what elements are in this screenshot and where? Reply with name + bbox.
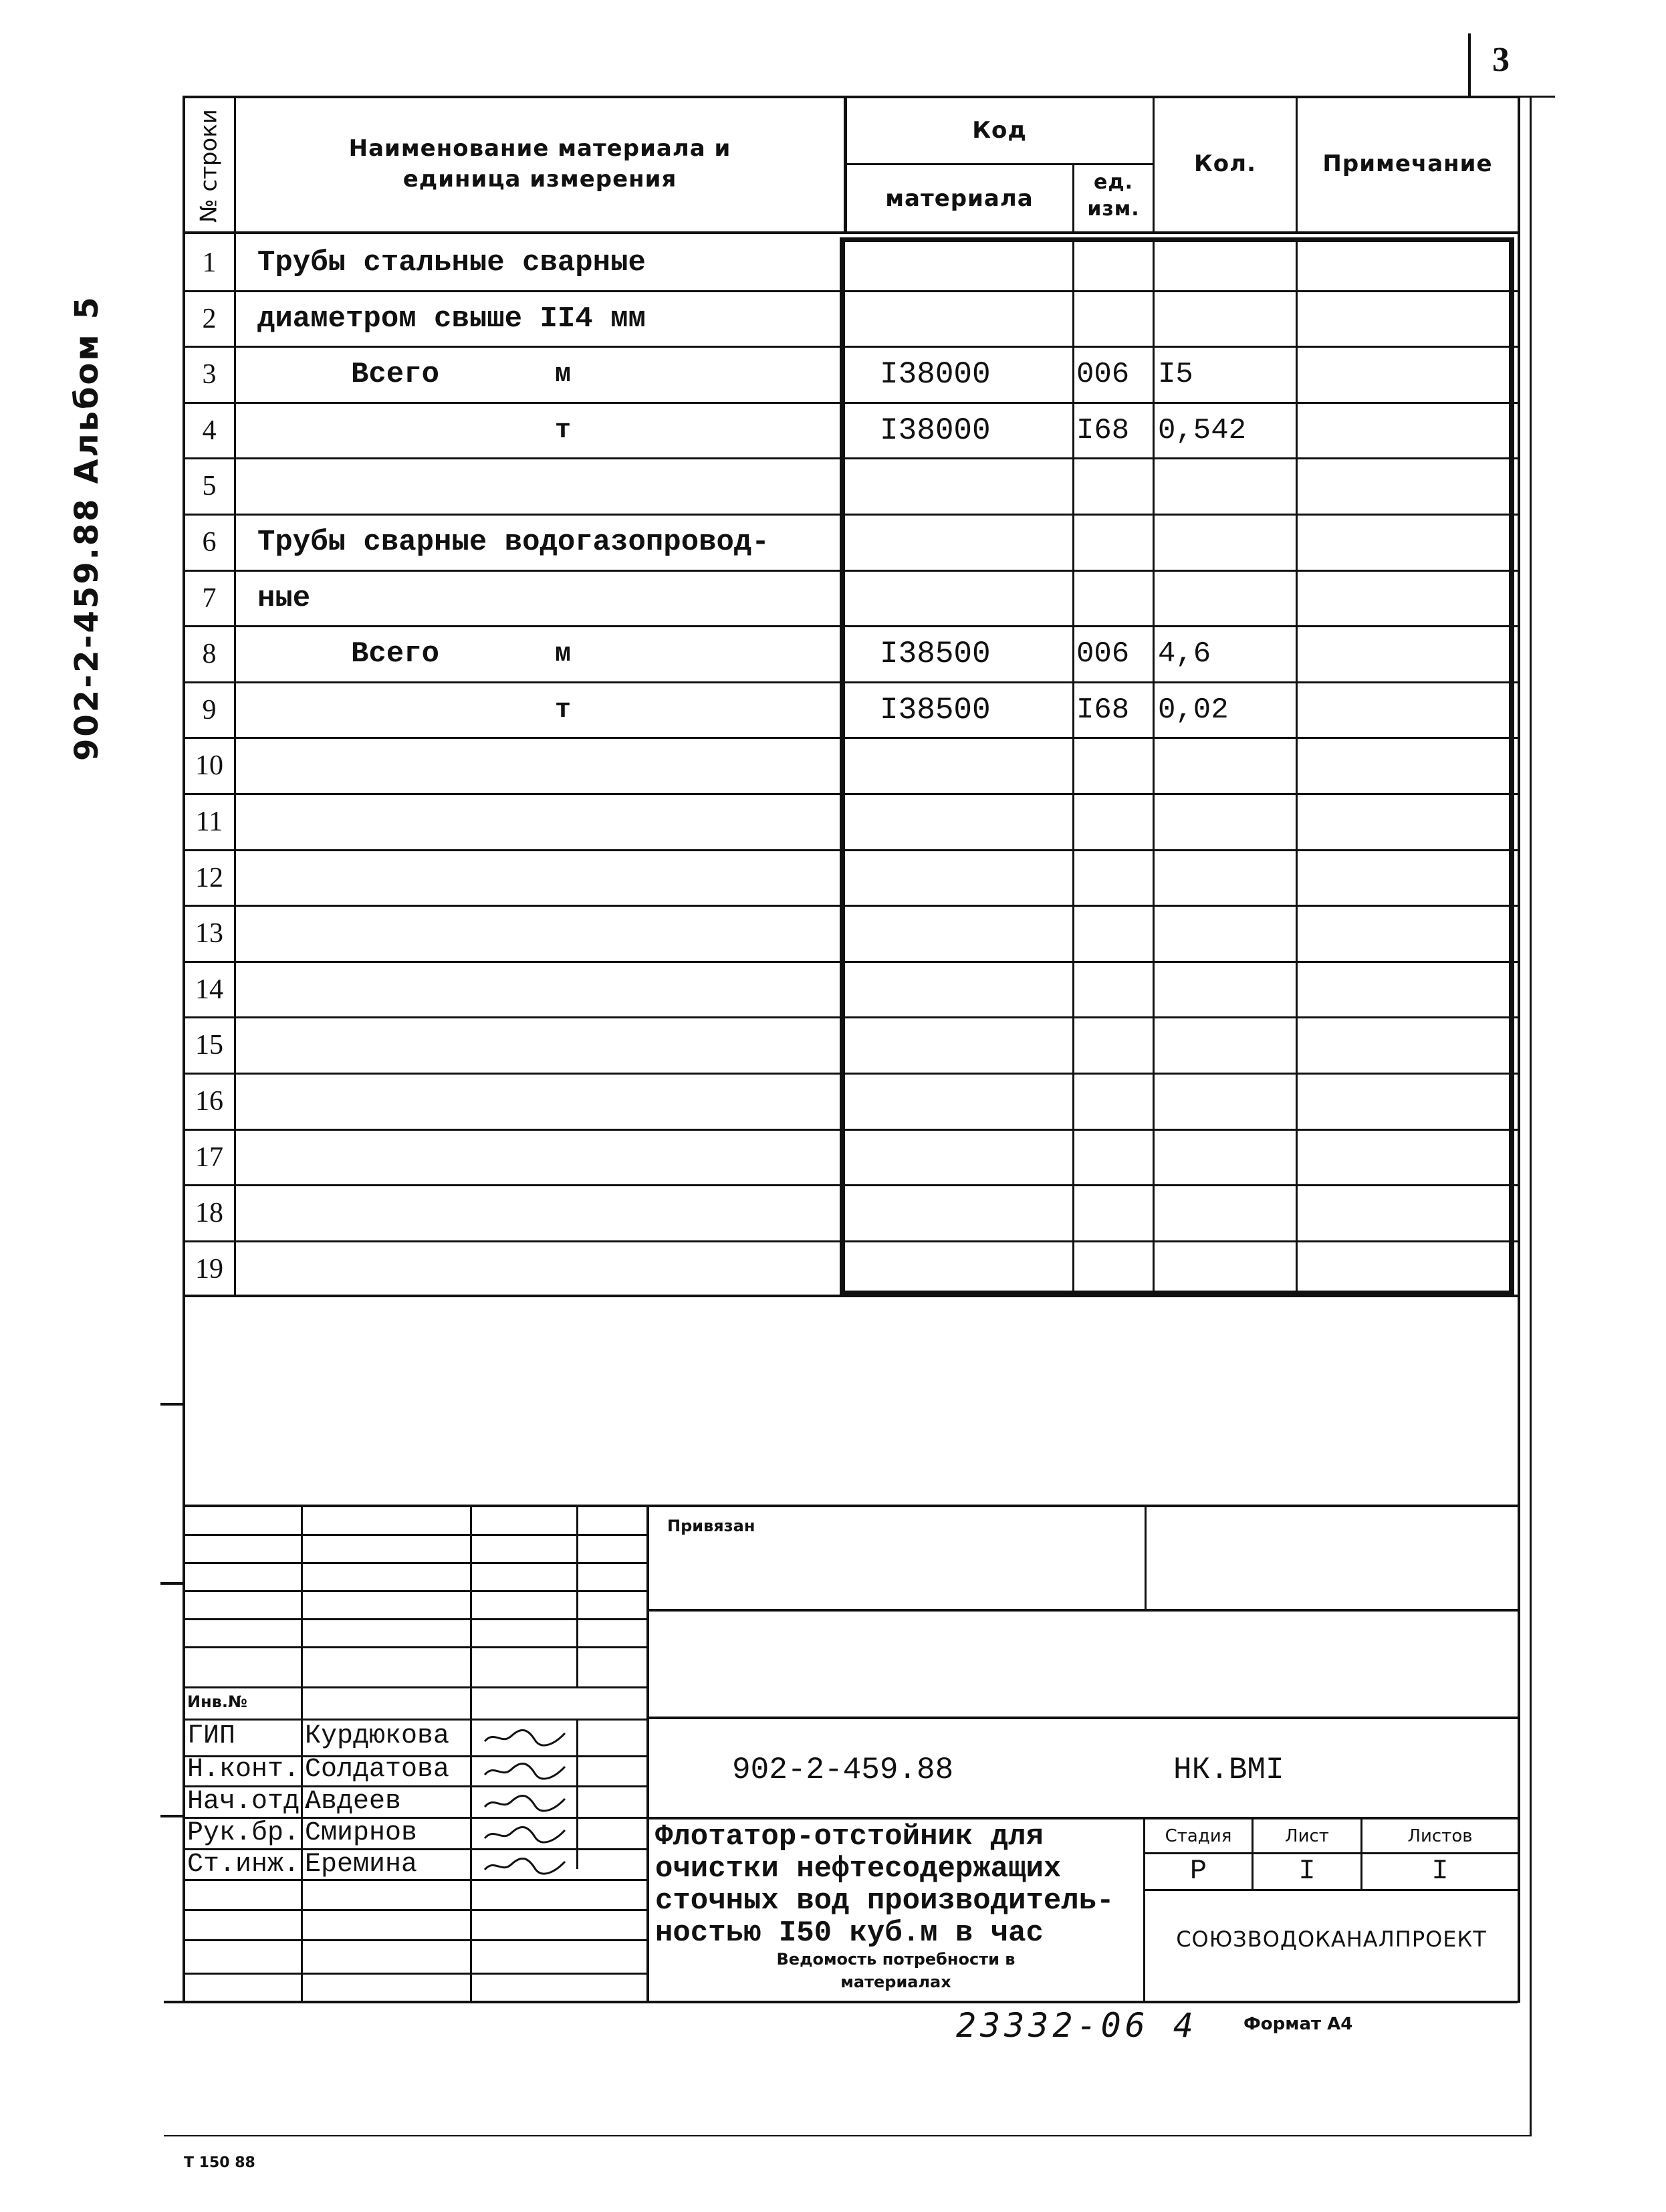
staff-name: Смирнов bbox=[305, 1817, 418, 1848]
staff-role: Рук.бр. bbox=[187, 1817, 300, 1848]
staff-name: Курдюкова bbox=[305, 1721, 450, 1751]
row-number: 2 bbox=[202, 304, 217, 334]
signature-mark bbox=[481, 1760, 568, 1780]
material-code: I38000 bbox=[880, 357, 991, 392]
unit: т bbox=[555, 695, 572, 726]
page-number: 3 bbox=[1492, 41, 1510, 79]
privyazan-label: Привязан bbox=[667, 1517, 755, 1535]
material-name: ные bbox=[257, 582, 311, 615]
title-line-1: Флотатор-отстойник для bbox=[655, 1820, 1044, 1854]
staff-role: Ст.инж. bbox=[187, 1849, 300, 1880]
row-number: 5 bbox=[202, 471, 217, 502]
material-code: I38000 bbox=[880, 413, 991, 448]
document-mark: НК.ВМI bbox=[1173, 1753, 1284, 1787]
row-number: 17 bbox=[195, 1142, 223, 1173]
staff-name: Авдеев bbox=[305, 1786, 402, 1817]
title-line-2: очистки нефтесодержащих bbox=[655, 1852, 1062, 1886]
signature-mark bbox=[481, 1855, 568, 1875]
title-line-4: ностью I50 куб.м в час bbox=[655, 1916, 1044, 1950]
organization-name: СОЮЗВОДОКАНАЛПРОЕКТ bbox=[1176, 1926, 1487, 1952]
staff-role: ГИП bbox=[187, 1721, 236, 1751]
format-label: Формат А4 bbox=[1243, 2014, 1353, 2034]
row-number: 14 bbox=[195, 974, 223, 1005]
code-unit-header-line1: ед. bbox=[1094, 170, 1133, 194]
unit-code: 006 bbox=[1076, 358, 1130, 391]
row-number: 3 bbox=[202, 359, 217, 390]
row-number: 7 bbox=[202, 583, 217, 614]
row-number: 15 bbox=[195, 1030, 223, 1061]
frame-bottom bbox=[164, 2001, 1518, 2003]
material-name: Трубы сварные водогазопровод- bbox=[257, 526, 769, 559]
unit: м bbox=[555, 359, 572, 390]
row-number: 8 bbox=[202, 639, 217, 669]
subtitle-line-2: материалах bbox=[840, 1973, 951, 1991]
row-number: 1 bbox=[202, 247, 217, 278]
staff-role: Нач.отд. bbox=[187, 1786, 316, 1817]
quantity: 0,02 bbox=[1158, 693, 1229, 727]
quantity: 4,6 bbox=[1158, 637, 1211, 671]
row-number: 12 bbox=[195, 863, 223, 893]
note-header: Примечание bbox=[1322, 150, 1493, 177]
material-name: диаметром свыше II4 мм bbox=[257, 302, 646, 336]
qty-header: Кол. bbox=[1194, 150, 1256, 177]
signature-mark bbox=[481, 1823, 568, 1844]
unit-code: I68 bbox=[1076, 414, 1130, 447]
quantity: 0,542 bbox=[1158, 414, 1247, 447]
sheets-value: I bbox=[1431, 1854, 1449, 1887]
unit-code: I68 bbox=[1076, 693, 1130, 727]
signature-mark bbox=[481, 1792, 568, 1812]
material-code: I38500 bbox=[880, 637, 991, 671]
inventory-number-label: Инв.№ bbox=[187, 1692, 247, 1711]
album-side-label: 902-2-459.88 Альбом 5 bbox=[68, 295, 106, 761]
staff-name: Солдатова bbox=[305, 1754, 450, 1785]
print-mark: Т 150 88 bbox=[184, 2154, 255, 2171]
signature-mark bbox=[481, 1727, 568, 1747]
row-number-header: № строки bbox=[195, 109, 223, 223]
stage-value: Р bbox=[1189, 1854, 1207, 1887]
row-number: 16 bbox=[195, 1086, 223, 1117]
row-number: 13 bbox=[195, 918, 223, 949]
row-number: 19 bbox=[195, 1254, 223, 1285]
sheets-label: Листов bbox=[1407, 1826, 1473, 1846]
code-material-header: материала bbox=[885, 185, 1034, 212]
row-number: 6 bbox=[202, 527, 217, 558]
row-number: 18 bbox=[195, 1198, 223, 1228]
material-code: I38500 bbox=[880, 693, 991, 728]
row-number: 11 bbox=[195, 806, 223, 837]
document-code: 902-2-459.88 bbox=[732, 1753, 954, 1787]
frame-top bbox=[183, 96, 1520, 98]
material-name: Всего bbox=[351, 637, 440, 671]
code-unit-header-line2: изм. bbox=[1087, 197, 1140, 221]
quantity: I5 bbox=[1158, 358, 1193, 391]
stage-label: Стадия bbox=[1165, 1826, 1232, 1846]
name-header-line2: единица измерения bbox=[402, 166, 677, 193]
unit: т bbox=[555, 415, 572, 446]
staff-role: Н.конт. bbox=[187, 1754, 300, 1785]
sheet-value: I bbox=[1298, 1854, 1316, 1887]
title-line-3: сточных вод производитель- bbox=[655, 1884, 1114, 1918]
row-number: 10 bbox=[195, 750, 223, 781]
code-header: Код bbox=[972, 117, 1027, 144]
material-name: Трубы стальные сварные bbox=[257, 246, 646, 280]
staff-name: Еремина bbox=[305, 1849, 418, 1880]
unit: м bbox=[555, 639, 572, 669]
name-header-line1: Наименование материала и bbox=[348, 135, 731, 162]
order-number: 23332-06 4 bbox=[956, 2006, 1198, 2045]
row-number: 4 bbox=[202, 415, 217, 446]
sheet-label: Лист bbox=[1285, 1826, 1329, 1846]
row-number: 9 bbox=[202, 695, 217, 726]
unit-code: 006 bbox=[1076, 637, 1130, 671]
material-name: Всего bbox=[351, 358, 440, 391]
subtitle-line-1: Ведомость потребности в bbox=[776, 1950, 1016, 1969]
